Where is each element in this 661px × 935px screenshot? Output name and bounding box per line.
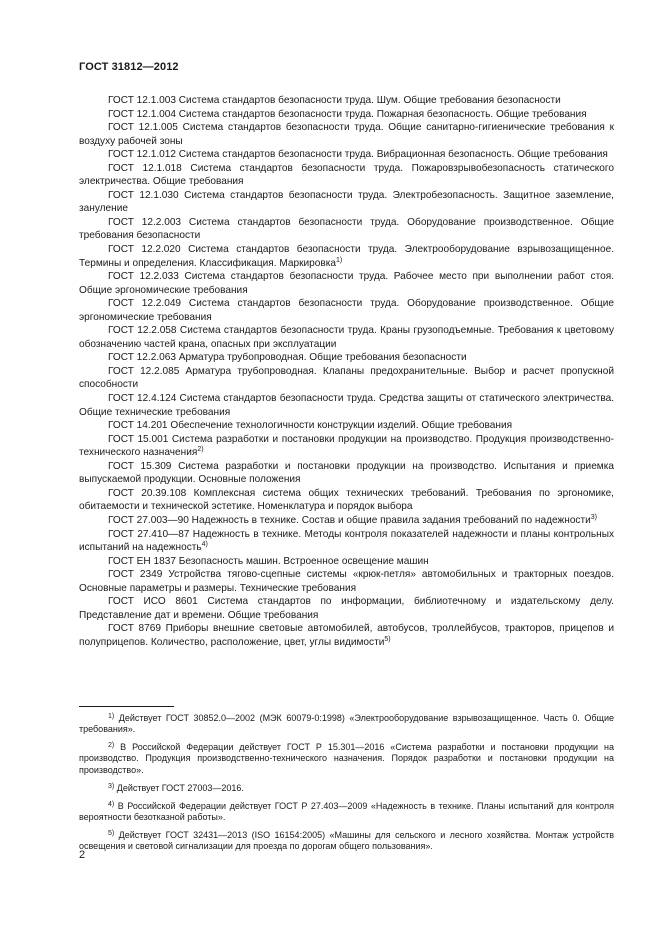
- footnote: [79, 742, 614, 776]
- reference-entry: [79, 487, 614, 514]
- normative-references-list: [79, 94, 614, 649]
- reference-entry: [79, 365, 614, 392]
- page-number: 2: [79, 849, 86, 861]
- footnote-mark: 3): [108, 782, 115, 790]
- footnote: [79, 801, 614, 824]
- reference-text: ГОСТ ИСО 8601 Система стандартов по информации, библиотечному и издательскому делу. Представление дат и времени. Общие требования: [79, 596, 614, 621]
- reference-entry: [79, 121, 614, 148]
- footnote: [79, 713, 614, 736]
- footnote-text: Действует ГОСТ 30852.0—2002 (МЭК 60079-0:1998) «Электрооборудование взрывозащищенное. Часть 0. Общие требования».: [79, 713, 614, 735]
- reference-text: ГОСТ 15.001 Система разработки и постановки продукции на производство. Продукция производственно-технического назначения: [79, 433, 614, 459]
- reference-text: ГОСТ 12.1.030 Система стандартов безопасности труда. Электробезопасность. Защитное заземление, зануление: [79, 189, 614, 215]
- reference-entry: [79, 297, 614, 324]
- reference-entry: [79, 243, 614, 270]
- reference-entry: [79, 351, 614, 365]
- footnote-reference: 3): [590, 513, 597, 521]
- footnote-reference: 1): [335, 256, 343, 264]
- reference-text: ГОСТ 12.1.018 Система стандартов безопасности труда. Пожаровзрывобезопасность статического электричества. Общие требования: [79, 162, 614, 188]
- footnote-text: В Российской Федерации действует ГОСТ Р 27.403—2009 «Надежность в технике. Планы испытаний для контроля вероятности безотказной работы».: [79, 800, 614, 822]
- reference-entry: [79, 189, 614, 216]
- reference-text: ГОСТ ЕН 1837 Безопасность машин. Встроенное освещение машин: [108, 555, 429, 567]
- reference-entry: [79, 94, 614, 108]
- reference-entry: [79, 108, 614, 122]
- footnotes-list: [79, 713, 614, 859]
- reference-entry: [79, 514, 614, 528]
- standard-header: ГОСТ 31812—2012: [79, 61, 179, 73]
- footnote: [79, 830, 614, 853]
- reference-entry: [79, 392, 614, 419]
- reference-entry: [79, 419, 614, 433]
- reference-text: ГОСТ 12.1.005 Система стандартов безопасности труда. Общие санитарно-гигиенические требования к воздуху рабочей зоны: [79, 122, 614, 147]
- footnote-reference: 5): [384, 635, 391, 643]
- reference-entry: [79, 433, 614, 460]
- reference-text: ГОСТ 12.2.033 Система стандартов безопасности труда. Рабочее место при выполнении работ стоя. Общие эргономические требования: [79, 271, 614, 296]
- reference-entry: [79, 270, 614, 297]
- reference-entry: [79, 460, 614, 487]
- reference-text: ГОСТ 12.2.020 Система стандартов безопасности труда. Электрооборудование взрывозащищенное. Термины и определения. Классификация. Маркировка: [79, 244, 614, 269]
- footnote-text: Действует ГОСТ 27003—2016.: [116, 782, 244, 793]
- reference-text: ГОСТ 8769 Приборы внешние световые автомобилей, автобусов, троллейбусов, тракторов, прицепов и полуприцепов. Количество, расположение, цвет, углы видимости: [79, 623, 614, 648]
- reference-text: ГОСТ 12.1.003 Система стандартов безопасности труда. Шум. Общие требования безопасности: [108, 95, 561, 106]
- footnote-mark: 2): [108, 742, 115, 750]
- reference-text: ГОСТ 12.2.049 Система стандартов безопасности труда. Оборудование производственное. Общие эргономические требования: [79, 298, 614, 323]
- reference-text: ГОСТ 27.410—87 Надежность в технике. Методы контроля показателей надежности и планы контрольных испытаний на надежность: [79, 528, 614, 554]
- footnote-mark: 5): [108, 829, 115, 837]
- footnote: [79, 783, 614, 794]
- reference-text: ГОСТ 14.201 Обеспечение технологичности конструкции изделий. Общие требования: [108, 420, 513, 432]
- footnote-text: Действует ГОСТ 32431—2013 (ISO 16154:2005) «Машины для сельского и лесного хозяйства. Монтаж устройств освещения и световой сигнализации для проезда по дорогам общего пользования».: [79, 829, 614, 852]
- reference-text: ГОСТ 27.003—90 Надежность в технике. Состав и общие правила задания требований по надежности: [108, 514, 591, 526]
- reference-text: ГОСТ 15.309 Система разработки и постановки продукции на производство. Испытания и приемка выпускаемой продукции. Основные положения: [79, 460, 614, 486]
- reference-text: ГОСТ 20.39.108 Комплексная система общих технических требований. Требования по эргономике, обитаемости и технической эстетике. Номенклатура и порядок выбора: [79, 487, 614, 513]
- reference-entry: [79, 555, 614, 569]
- reference-text: ГОСТ 12.4.124 Система стандартов безопасности труда. Средства защиты от статического электричества. Общие технические требования: [79, 393, 614, 418]
- reference-text: ГОСТ 2349 Устройства тягово-сцепные системы «крюк-петля» автомобильных и тракторных поездов. Основные параметры и размеры. Технические требования: [79, 569, 614, 594]
- footnote-mark: 1): [108, 713, 115, 720]
- reference-entry: [79, 622, 614, 649]
- reference-text: ГОСТ 12.2.063 Арматура трубопроводная. Общие требования безопасности: [108, 352, 467, 364]
- reference-text: ГОСТ 12.1.004 Система стандартов безопасности труда. Пожарная безопасность. Общие требования: [108, 108, 587, 120]
- reference-entry: [79, 528, 614, 555]
- reference-text: ГОСТ 12.2.085 Арматура трубопроводная. Клапаны предохранительные. Выбор и расчет пропускной способности: [79, 365, 614, 391]
- reference-entry: [79, 324, 614, 351]
- footnote-reference: 4): [201, 541, 208, 549]
- reference-entry: [79, 162, 614, 189]
- reference-text: ГОСТ 12.2.003 Система стандартов безопасности труда. Оборудование производственное. Общие требования безопасности: [79, 216, 614, 242]
- reference-text: ГОСТ 12.2.058 Система стандартов безопасности труда. Краны грузоподъемные. Требования к цветовому обозначению частей крана, опасных при эксплуатации: [79, 325, 614, 350]
- reference-text: ГОСТ 12.1.012 Система стандартов безопасности труда. Вибрационная безопасность. Общие требования: [108, 149, 608, 161]
- reference-entry: [79, 216, 614, 243]
- footnote-reference: 2): [197, 446, 204, 454]
- footnote-text: В Российской Федерации действует ГОСТ Р 15.301—2016 «Система разработки и постановки продукции на производство. Продукция производственно-технического назначения. Порядок разработки и постановки продукции на производство».: [79, 742, 614, 775]
- reference-entry: [79, 568, 614, 595]
- footnote-separator: [79, 706, 174, 707]
- reference-entry: [79, 148, 614, 162]
- footnote-mark: 4): [108, 800, 115, 808]
- reference-entry: [79, 595, 614, 622]
